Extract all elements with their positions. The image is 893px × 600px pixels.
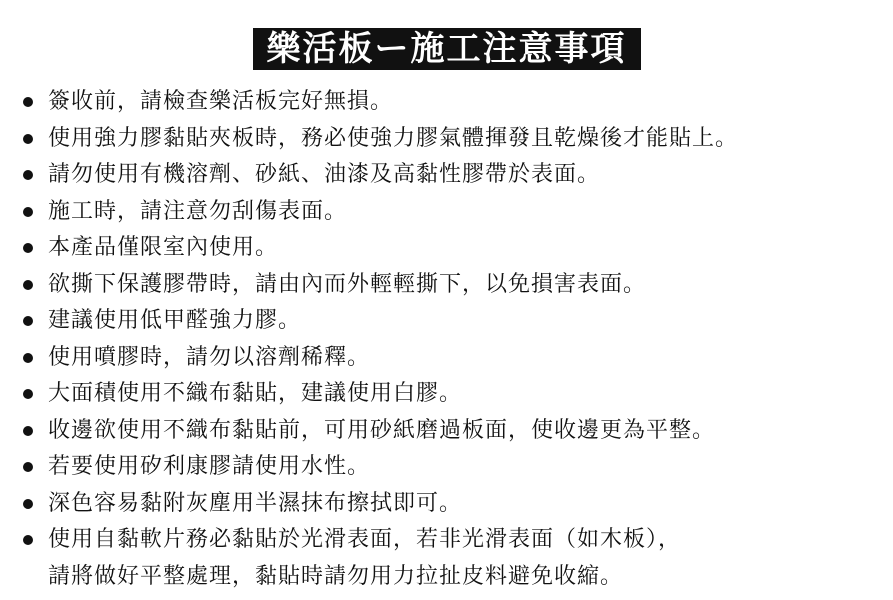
bullet-icon [23, 389, 33, 399]
title-banner [0, 28, 893, 70]
note-item [20, 157, 880, 194]
bullet-icon [23, 499, 33, 509]
note-item [20, 486, 880, 523]
note-text: 收邊欲使用不織布黏貼前，可用砂紙磨過板面，使收邊更為平整。 [48, 417, 716, 443]
note-text: 大面積使用不織布黏貼，建議使用白膠。 [48, 381, 463, 406]
note-text: 建議使用低甲醛強力膠。 [48, 308, 302, 333]
page-title: 樂活板ー施工注意事項 [253, 28, 641, 70]
note-item [20, 303, 880, 340]
note-item [20, 376, 880, 413]
note-text: 請勿使用有機溶劑、砂紙、油漆及高黏性膠帶於表面。 [48, 162, 601, 187]
note-text: 本產品僅限室內使用。 [48, 235, 279, 260]
note-text: 使用自黏軟片務必黏貼於光滑表面，若非光滑表面（如木板）， [48, 527, 682, 552]
note-item [20, 267, 880, 304]
note-text: 使用噴膠時，請勿以溶劑稀釋。 [48, 344, 371, 370]
bullet-icon [23, 353, 33, 363]
note-text-continued: 請將做好平整處理，黏貼時請勿用力拉扯皮料避免收縮。 [48, 563, 624, 589]
note-item [20, 121, 880, 158]
note-item [20, 522, 880, 595]
bullet-icon [23, 280, 33, 290]
note-text: 使用強力膠黏貼夾板時，務必使強力膠氣體揮發且乾燥後才能貼上。 [48, 125, 739, 151]
bullet-icon [23, 134, 33, 144]
bullet-icon [23, 426, 33, 436]
note-item [20, 194, 880, 231]
notes-list [20, 84, 880, 595]
note-item [20, 449, 880, 486]
note-item [20, 84, 880, 121]
note-text: 若要使用矽利康膠請使用水性。 [48, 454, 371, 479]
bullet-icon [23, 535, 33, 545]
note-text: 深色容易黏附灰塵用半濕抹布擦拭即可。 [48, 490, 463, 516]
bullet-icon [23, 97, 33, 107]
note-item [20, 230, 880, 267]
bullet-icon [23, 462, 33, 472]
note-item [20, 340, 880, 377]
bullet-icon [23, 207, 33, 217]
note-text: 欲撕下保護膠帶時，請由內而外輕輕撕下，以免損害表面。 [48, 271, 647, 297]
note-text: 簽收前，請檢查樂活板完好無損。 [48, 89, 394, 114]
note-item [20, 413, 880, 450]
bullet-icon [23, 243, 33, 253]
bullet-icon [23, 170, 33, 180]
bullet-icon [23, 316, 33, 326]
note-text: 施工時，請注意勿刮傷表面。 [48, 198, 348, 224]
